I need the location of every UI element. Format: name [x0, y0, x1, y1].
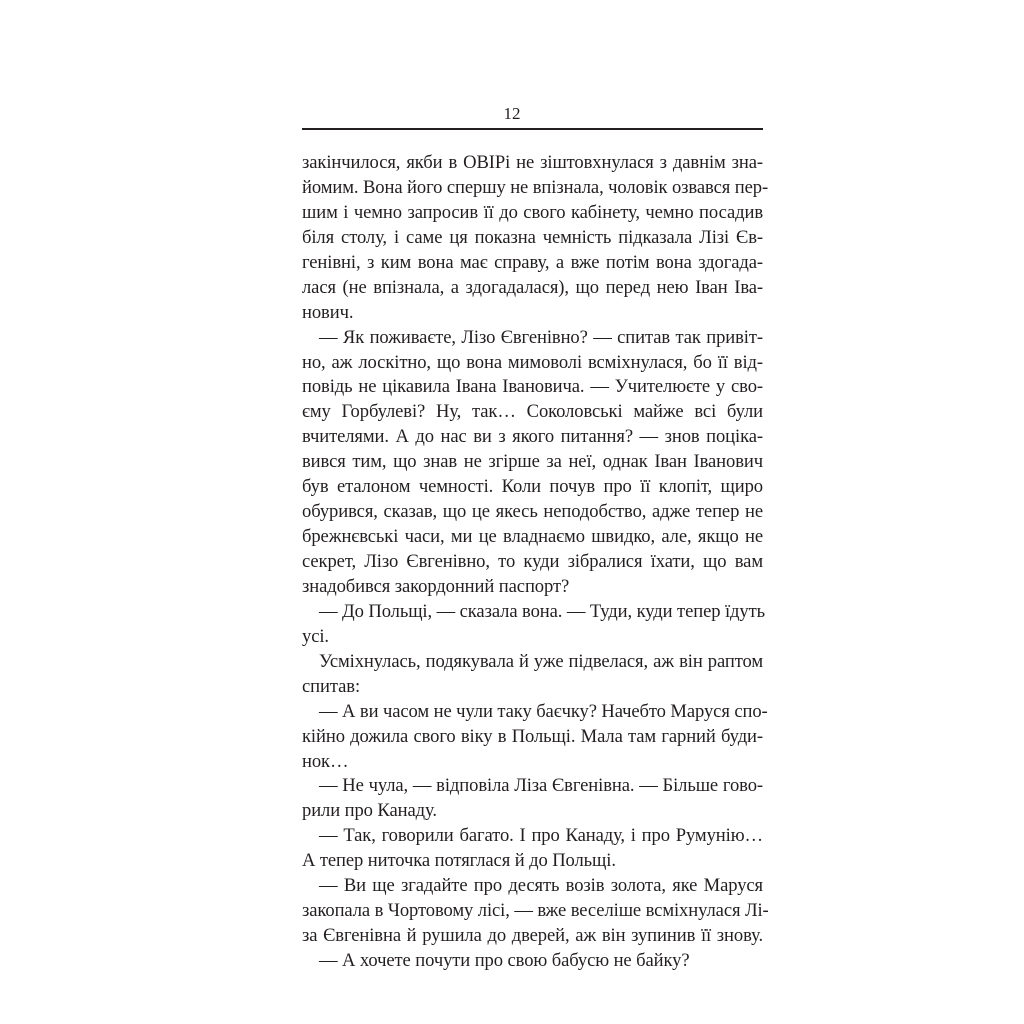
text-line: А тепер ниточка потяглася й до Польщі. [302, 850, 616, 872]
text-line: но, аж лоскітно, що вона мимоволі всміхнулася, бо її від- [302, 351, 763, 373]
text-line: обурився, сказав, що це якесь неподобство, адже тепер не [302, 501, 763, 523]
text-line: — А хочете почути про свою бабусю не байку? [319, 950, 690, 971]
text-line: — Не чула, — відповіла Ліза Євгенівна. — Більше гово- [319, 775, 763, 797]
text-line: нок… [302, 750, 349, 772]
text-line: лася (не впізнала, а здогадалася), що перед нею Іван Іва- [302, 276, 763, 298]
text-line: генівні, з ким вона має справу, а вже потім вона здогада- [302, 251, 763, 273]
text-line: вився тим, що знав не згірше за неї, однак Іван Іванович [302, 451, 763, 473]
text-line: повідь не цікавила Івана Івановича. — Учителюєте у сво- [302, 376, 763, 398]
text-line: вчителями. А до нас ви з якого питання? — знов поціка- [302, 426, 763, 448]
text-line: — Як поживаєте, Лізо Євгенівно? — спитав так привіт- [319, 326, 763, 348]
text-line: нович. [302, 301, 354, 323]
text-line: — Ви ще згадайте про десять возів золота, яке Маруся [319, 875, 763, 897]
text-line: — До Польщі, — сказала вона. — Туди, куди тепер їдуть [319, 600, 765, 622]
text-line: шим і чемно запросив її до свого кабінету, чемно посадив [302, 201, 763, 223]
text-line: — Так, говорили багато. І про Канаду, і про Румунію… [319, 825, 763, 847]
text-line: рили про Канаду. [302, 800, 437, 822]
text-line: єму Горбулеві? Ну, так… Соколовські майже всі були [302, 401, 763, 423]
text-line: кійно дожила свого віку в Польщі. Мала там гарний буди- [302, 725, 763, 747]
text-line: був еталоном чемності. Коли почув про її клопіт, щиро [302, 476, 763, 498]
body-text [302, 151, 769, 974]
text-line: закінчилося, якби в ОВІРі не зіштовхнулася з давнім зна- [302, 152, 763, 173]
text-line: — А ви часом не чули таку баєчку? Начебто Маруся спо- [319, 700, 768, 722]
text-line: біля столу, і саме ця показна чемність підказала Лізі Єв- [302, 226, 763, 248]
text-line: усі. [302, 625, 329, 647]
page-number: 12 [503, 104, 521, 123]
text-line: спитав: [302, 675, 361, 697]
text-line: брежнєвські часи, ми це владнаємо швидко, але, якщо не [302, 526, 763, 548]
header-rule [302, 128, 763, 130]
text-line: за Євгенівна й рушила до дверей, аж він зупинив її знову. [302, 925, 763, 947]
text-line: Усміхнулась, подякувала й уже підвелася, аж він раптом [319, 650, 763, 672]
text-line: секрет, Лізо Євгенівно, то куди зібралися їхати, що вам [302, 551, 763, 572]
text-line: закопала в Чортовому лісі, — вже веселіше всміхнулася Лі- [302, 900, 769, 922]
text-line: знадобився закордонний паспорт? [302, 575, 570, 597]
text-line: йомим. Вона його спершу не впізнала, чоловік озвався пер- [302, 176, 769, 198]
